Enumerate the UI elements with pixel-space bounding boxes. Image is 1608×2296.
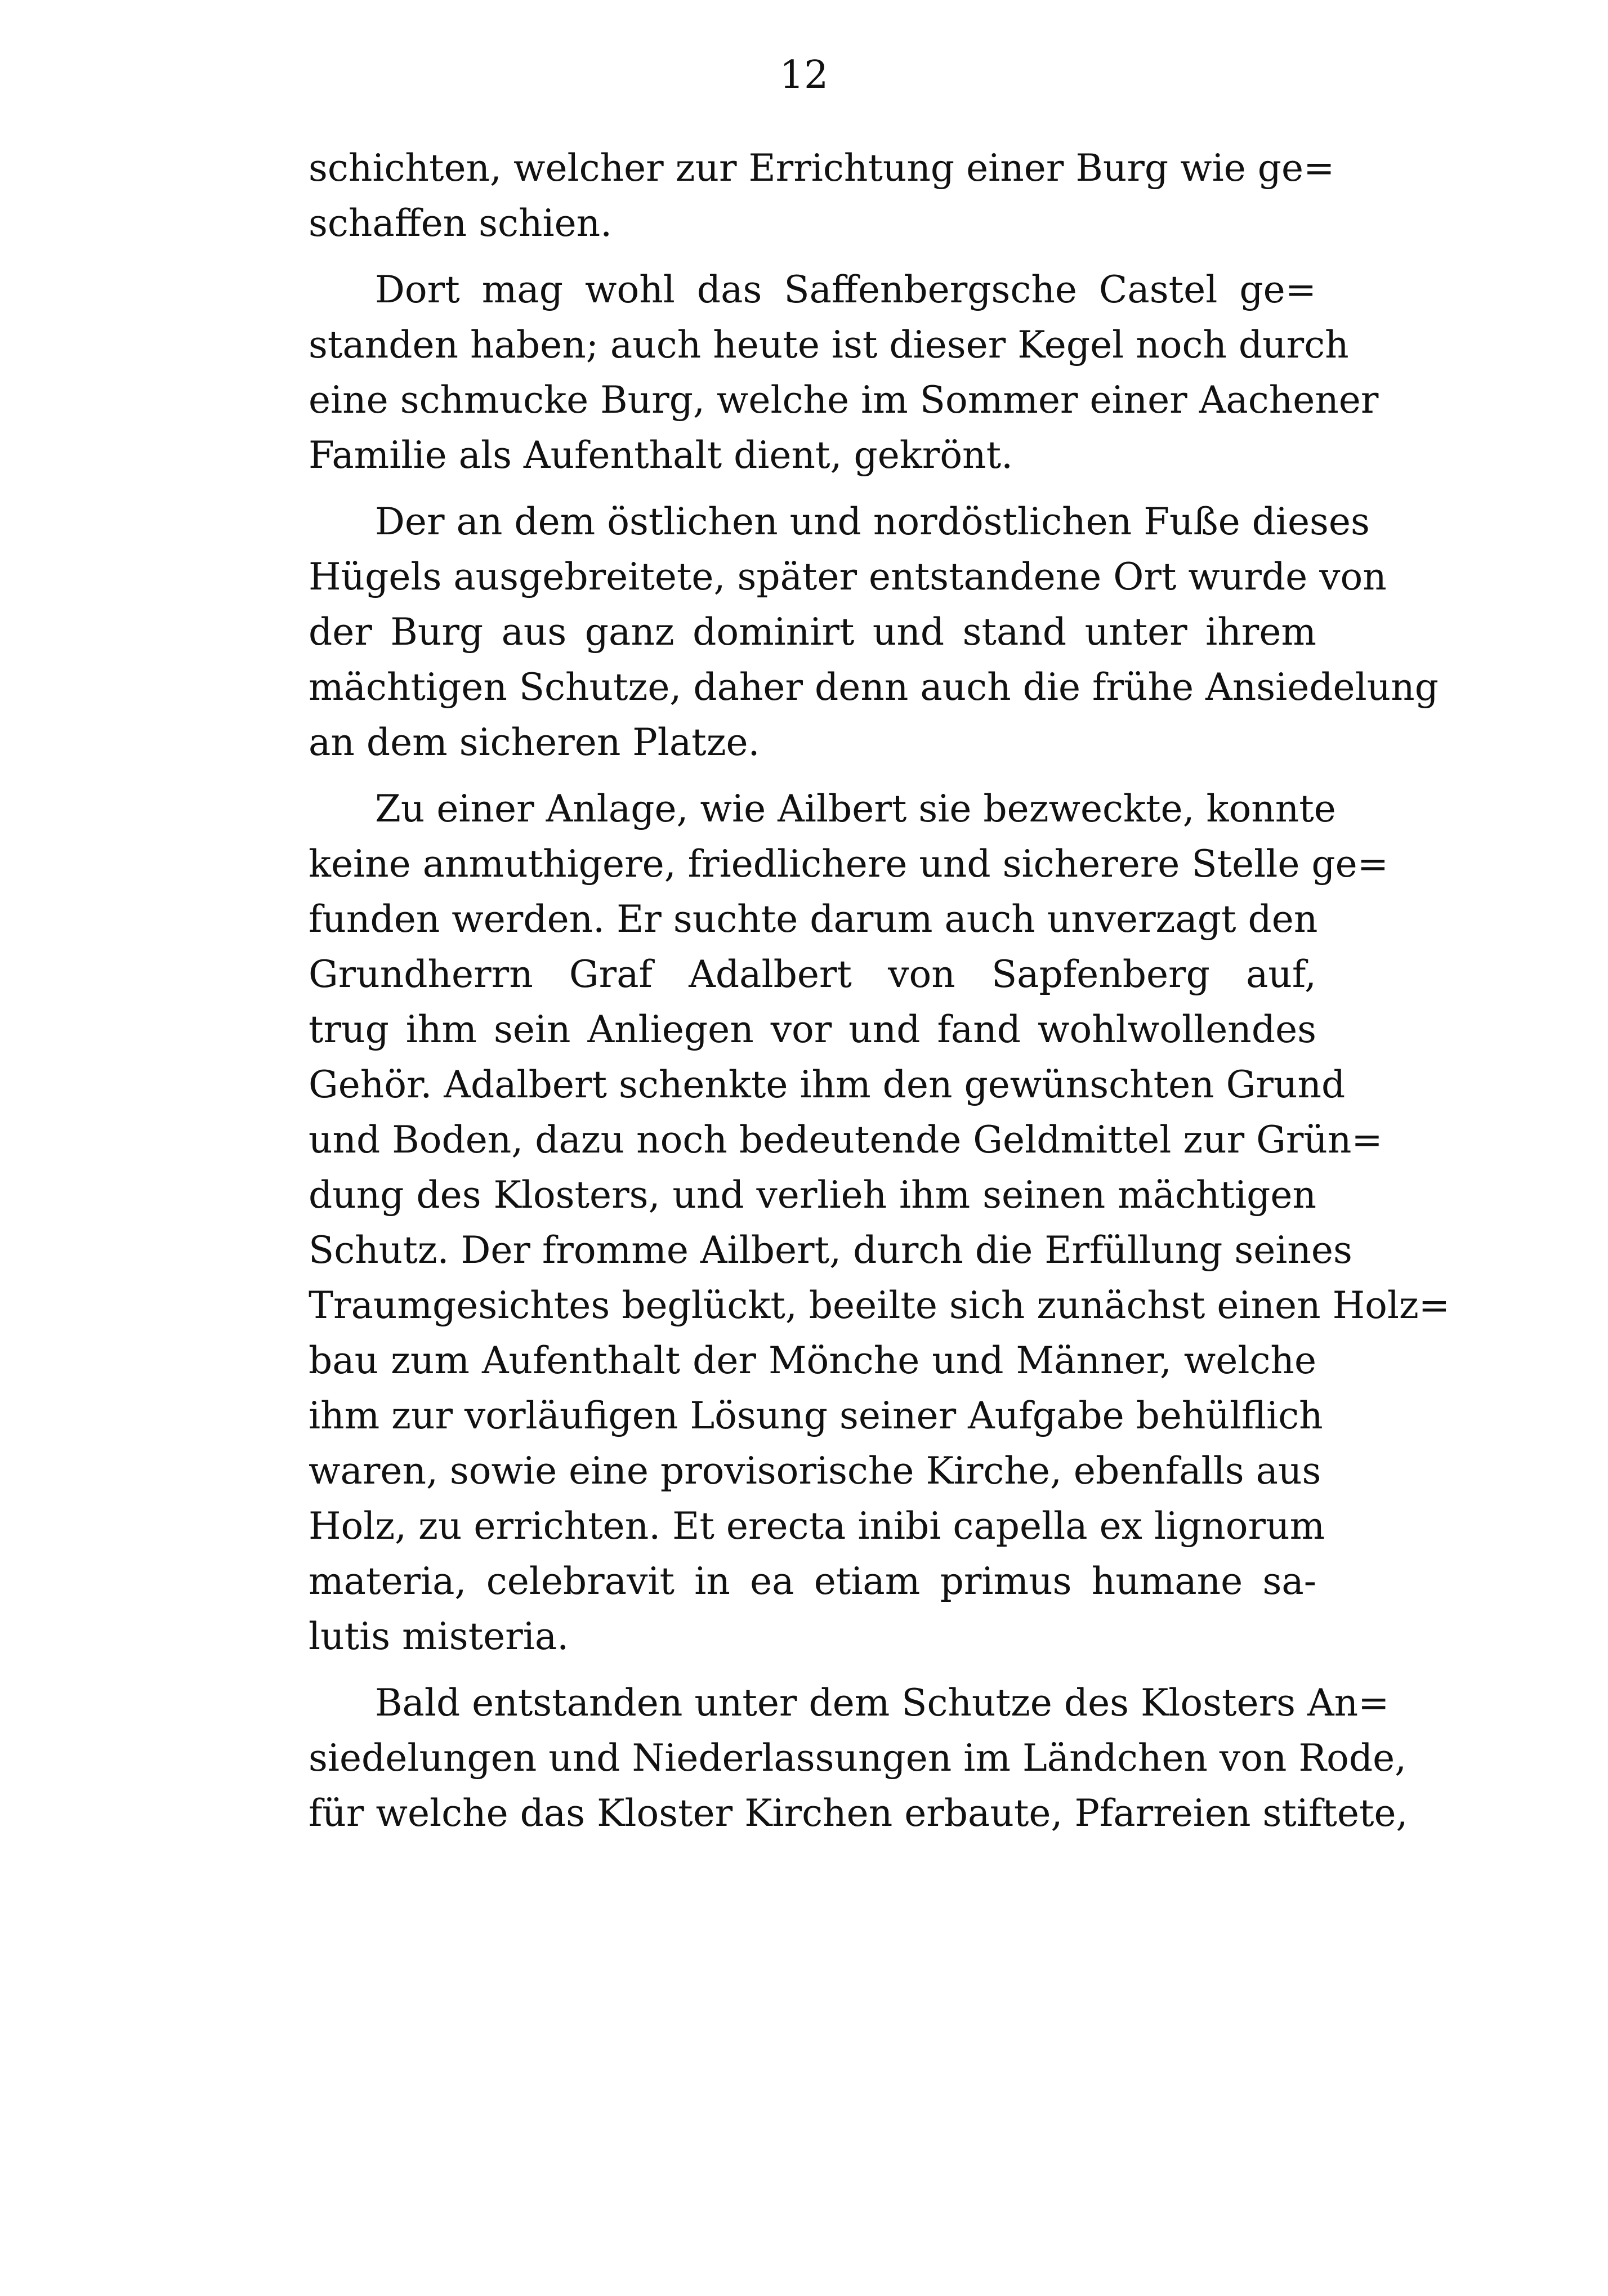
text-line: schichten, welcher zur Errichtung einer Burg wie ge= xyxy=(309,146,1335,190)
text-line: bau zum Aufenthalt der Mönche und Männer, welche xyxy=(309,1339,1316,1382)
text-line: Bald entstanden unter dem Schutze des Klosters An= xyxy=(375,1681,1390,1725)
text-line: waren, sowie eine provisorische Kirche, ebenfalls aus xyxy=(309,1449,1321,1493)
text-line: für welche das Kloster Kirchen erbaute, Pfarreien stiftete, xyxy=(309,1792,1408,1835)
text-line: Grundherrn Graf Adalbert von Sapfenberg auf, xyxy=(309,953,1316,996)
paragraph xyxy=(309,1676,1408,1841)
text-line: standen haben; auch heute ist dieser Kegel noch durch xyxy=(309,323,1349,367)
text-line: eine schmucke Burg, welche im Sommer einer Aachener xyxy=(309,378,1379,422)
text-line: und Boden, dazu noch bedeutende Geldmittel zur Grün= xyxy=(309,1118,1383,1162)
paragraph xyxy=(309,781,1450,1664)
body-text xyxy=(309,141,1450,1841)
paragraph xyxy=(309,141,1335,251)
text-line: Schutz. Der fromme Ailbert, durch die Erfüllung seines xyxy=(309,1229,1352,1272)
text-line: lutis misteria. xyxy=(309,1615,569,1658)
text-line: mächtigen Schutze, daher denn auch die frühe Ansiedelung xyxy=(309,665,1439,709)
text-line: materia, celebravit in ea etiam primus humane sa- xyxy=(309,1560,1316,1603)
text-line: Hügels ausgebreitete, später entstandene Ort wurde von xyxy=(309,555,1387,598)
text-line: schaffen schien. xyxy=(309,202,613,245)
text-line: ihm zur vorläufigen Lösung seiner Aufgabe behülflich xyxy=(309,1394,1323,1437)
text-line: Gehör. Adalbert schenkte ihm den gewünschten Grund xyxy=(309,1063,1346,1106)
text-line: funden werden. Er suchte darum auch unverzagt den xyxy=(309,897,1318,941)
paragraph xyxy=(309,494,1439,770)
text-line: trug ihm sein Anliegen vor und fand wohlwollendes xyxy=(309,1008,1316,1051)
text-line: Der an dem östlichen und nordöstlichen Fuße dieses xyxy=(375,500,1370,543)
text-line: Traumgesichtes beglückt, beeilte sich zunächst einen Holz= xyxy=(309,1284,1450,1327)
paragraph xyxy=(309,262,1379,483)
text-line: siedelungen und Niederlassungen im Ländchen von Rode, xyxy=(309,1736,1407,1780)
text-line: keine anmuthigere, friedlichere und sicherere Stelle ge= xyxy=(309,842,1388,886)
text-line: dung des Klosters, und verlieh ihm seinen mächtigen xyxy=(309,1173,1316,1217)
text-line: Holz, zu errichten. Et erecta inibi capella ex lignorum xyxy=(309,1504,1325,1548)
text-line: Familie als Aufenthalt dient, gekrönt. xyxy=(309,434,1013,477)
page-number: 12 xyxy=(779,53,829,97)
text-line: an dem sicheren Platze. xyxy=(309,721,760,764)
text-line: Dort mag wohl das Saffenbergsche Castel ge= xyxy=(375,268,1316,311)
text-line: der Burg aus ganz dominirt und stand unter ihrem xyxy=(309,610,1316,654)
text-line: Zu einer Anlage, wie Ailbert sie bezweckte, konnte xyxy=(375,787,1336,830)
